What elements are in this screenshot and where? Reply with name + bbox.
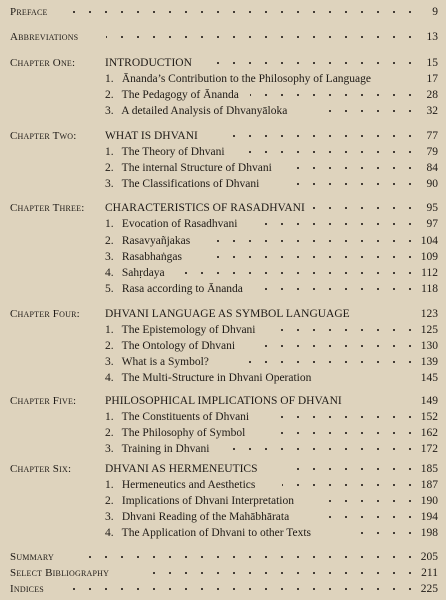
dot-leader [354, 527, 418, 539]
section-title: 2. The Philosophy of Symbol [105, 427, 246, 439]
dot-leader [224, 130, 418, 142]
section-title: 2. The Ontology of Dhvani [105, 340, 236, 352]
toc-entry-indices [0, 581, 446, 597]
section-entry [0, 525, 446, 541]
page-number: 187 [420, 479, 438, 491]
chapter-heading [0, 55, 446, 71]
section-number: 1. [105, 73, 114, 85]
page-number: 198 [420, 527, 438, 539]
section-entry [0, 509, 446, 525]
dot-leader [310, 202, 418, 214]
section-number: 4. [105, 527, 114, 539]
dot-leader [212, 57, 418, 69]
section-number: 2. [105, 495, 114, 507]
chapter-title: INTRODUCTION [105, 57, 192, 69]
section-number: 3. [105, 511, 114, 523]
dot-leader [236, 146, 418, 158]
page-number: 9 [432, 6, 438, 18]
section-entry [0, 87, 446, 103]
page-number: 79 [426, 146, 438, 158]
dot-leader [284, 178, 418, 190]
page-number: 77 [426, 130, 438, 142]
page-number: 90 [426, 178, 438, 190]
section-number: 3. [105, 443, 114, 455]
section-entry [0, 265, 446, 281]
section-title: 5. Rasa according to Ānanda [105, 283, 243, 295]
section-number: 2. [105, 427, 114, 439]
section-title: 1. Ānanda’s Contribution to the Philosophy of Language [105, 73, 372, 85]
section-title: 4. The Application of Dhvani to other Texts [105, 527, 312, 539]
section-entry [0, 322, 446, 338]
dot-leader [318, 511, 418, 523]
section-number: 1. [105, 411, 114, 423]
section-title: 4. The Multi-Structure in Dhvani Operation [105, 372, 312, 384]
toc-entry-bibliography [0, 565, 446, 581]
page-number: 162 [420, 427, 438, 439]
chapter-label: Chapter Two: [10, 130, 77, 142]
chapter-title: WHAT IS DHVANI [105, 130, 198, 142]
section-entry [0, 441, 446, 457]
section-title: 1. Hermeneutics and Aesthetics [105, 479, 256, 491]
entry-label: Indices [10, 583, 44, 595]
page-number: 125 [420, 324, 438, 336]
chapter-heading [0, 393, 446, 409]
page-number: 145 [420, 372, 438, 384]
section-entry [0, 160, 446, 176]
dot-leader [322, 495, 418, 507]
page-number: 17 [426, 73, 438, 85]
page-number: 139 [420, 356, 438, 368]
section-number: 3. [105, 251, 114, 263]
dot-leader [236, 356, 418, 368]
section-entry [0, 281, 446, 297]
section-number: 3. [105, 356, 114, 368]
section-number: 3. [105, 105, 114, 117]
chapter-label: Chapter Four: [10, 308, 80, 320]
section-title: 1. The Constituents of Dhvani [105, 411, 250, 423]
section-title: 2. The internal Structure of Dhvani [105, 162, 272, 174]
page-number: 32 [426, 105, 438, 117]
section-number: 4. [105, 267, 114, 279]
section-title: 1. The Epistemology of Dhvani [105, 324, 256, 336]
section-title: 4. Sahṛdaya [105, 267, 165, 279]
section-number: 1. [105, 146, 114, 158]
dot-leader [264, 283, 418, 295]
section-title: 1. The Theory of Dhvani [105, 146, 225, 158]
section-title: 3. Dhvani Reading of the Mahābhārata [105, 511, 290, 523]
section-entry [0, 103, 446, 119]
page-number: 190 [420, 495, 438, 507]
dot-leader [282, 479, 418, 491]
page-number: 28 [426, 89, 438, 101]
dot-leader [270, 427, 418, 439]
dot-leader [296, 463, 418, 475]
entry-label: Abbreviations [10, 31, 79, 43]
chapter-heading [0, 306, 446, 322]
toc-entry-summary [0, 549, 446, 565]
dot-leader [272, 324, 418, 336]
page-number: 211 [421, 567, 438, 579]
section-title: 3. Training in Dhvani [105, 443, 210, 455]
chapter-heading [0, 200, 446, 216]
chapter-label: Chapter Five: [10, 395, 77, 407]
section-title: 3. Rasabhaṅgas [105, 251, 182, 263]
dot-leader [106, 31, 418, 43]
dot-leader [208, 251, 418, 263]
section-number: 2. [105, 89, 114, 101]
section-number: 1. [105, 479, 114, 491]
page-number: 123 [420, 308, 438, 320]
section-entry [0, 216, 446, 232]
section-entry [0, 477, 446, 493]
dot-leader [176, 267, 418, 279]
page-number: 225 [420, 583, 438, 595]
section-title: 2. Rasavyañjakas [105, 235, 191, 247]
section-entry [0, 425, 446, 441]
page-number: 185 [420, 463, 438, 475]
page-number: 152 [420, 411, 438, 423]
chapter-label: Chapter Six: [10, 463, 72, 475]
section-number: 5. [105, 283, 114, 295]
section-title: 3. The Classifications of Dhvani [105, 178, 260, 190]
page-number: 109 [420, 251, 438, 263]
chapter-heading [0, 461, 446, 477]
dot-leader [270, 411, 418, 423]
page-number: 104 [420, 235, 438, 247]
section-entry [0, 233, 446, 249]
chapter-label: Chapter One: [10, 57, 76, 69]
section-entry [0, 493, 446, 509]
chapter-heading [0, 128, 446, 144]
page-number: 112 [421, 267, 438, 279]
dot-leader [256, 218, 418, 230]
page-number: 149 [420, 395, 438, 407]
dot-leader [86, 551, 418, 563]
chapter-label: Chapter Three: [10, 202, 85, 214]
section-entry [0, 249, 446, 265]
section-number: 1. [105, 218, 114, 230]
section-number: 2. [105, 340, 114, 352]
page-number: 97 [426, 218, 438, 230]
page-number: 172 [420, 443, 438, 455]
chapter-title: DHVANI LANGUAGE AS SYMBOL LANGUAGE [105, 308, 350, 320]
page-number: 118 [421, 283, 438, 295]
dot-leader [72, 583, 418, 595]
entry-label: Select Bibliography [10, 567, 110, 579]
page-number: 205 [420, 551, 438, 563]
section-entry [0, 176, 446, 192]
dot-leader [290, 162, 418, 174]
page-number: 130 [420, 340, 438, 352]
dot-leader [72, 6, 418, 18]
chapter-title: DHVANI AS HERMENEUTICS [105, 463, 258, 475]
dot-leader [230, 443, 418, 455]
entry-label: Preface [10, 6, 48, 18]
toc-entry-preface [0, 4, 446, 20]
section-entry [0, 71, 446, 87]
page-number: 84 [426, 162, 438, 174]
section-number: 1. [105, 324, 114, 336]
section-title: 2. Implications of Dhvani Interpretation [105, 495, 295, 507]
section-title: 2. The Pedagogy of Ānanda [105, 89, 239, 101]
entry-label: Summary [10, 551, 54, 563]
page-number: 95 [426, 202, 438, 214]
page-number: 15 [426, 57, 438, 69]
section-number: 2. [105, 162, 114, 174]
section-entry [0, 409, 446, 425]
section-number: 4. [105, 372, 114, 384]
section-title: 1. Evocation of Rasadhvani [105, 218, 238, 230]
dot-leader [316, 105, 418, 117]
dot-leader [250, 89, 418, 101]
dot-leader [208, 235, 418, 247]
chapter-title: PHILOSOPHICAL IMPLICATIONS OF DHVANI [105, 395, 342, 407]
section-number: 2. [105, 235, 114, 247]
toc-entry-abbreviations [0, 29, 446, 45]
section-title: 3. What is a Symbol? [105, 356, 209, 368]
section-entry [0, 144, 446, 160]
section-entry [0, 338, 446, 354]
dot-leader [260, 340, 418, 352]
section-entry [0, 354, 446, 370]
page-number: 13 [426, 31, 438, 43]
section-title: 3. A detailed Analysis of Dhvanyāloka [105, 105, 288, 117]
chapter-title: CHARACTERISTICS OF RASADHVANI [105, 202, 305, 214]
dot-leader [146, 567, 418, 579]
section-number: 3. [105, 178, 114, 190]
page-number: 194 [420, 511, 438, 523]
section-entry [0, 370, 446, 386]
